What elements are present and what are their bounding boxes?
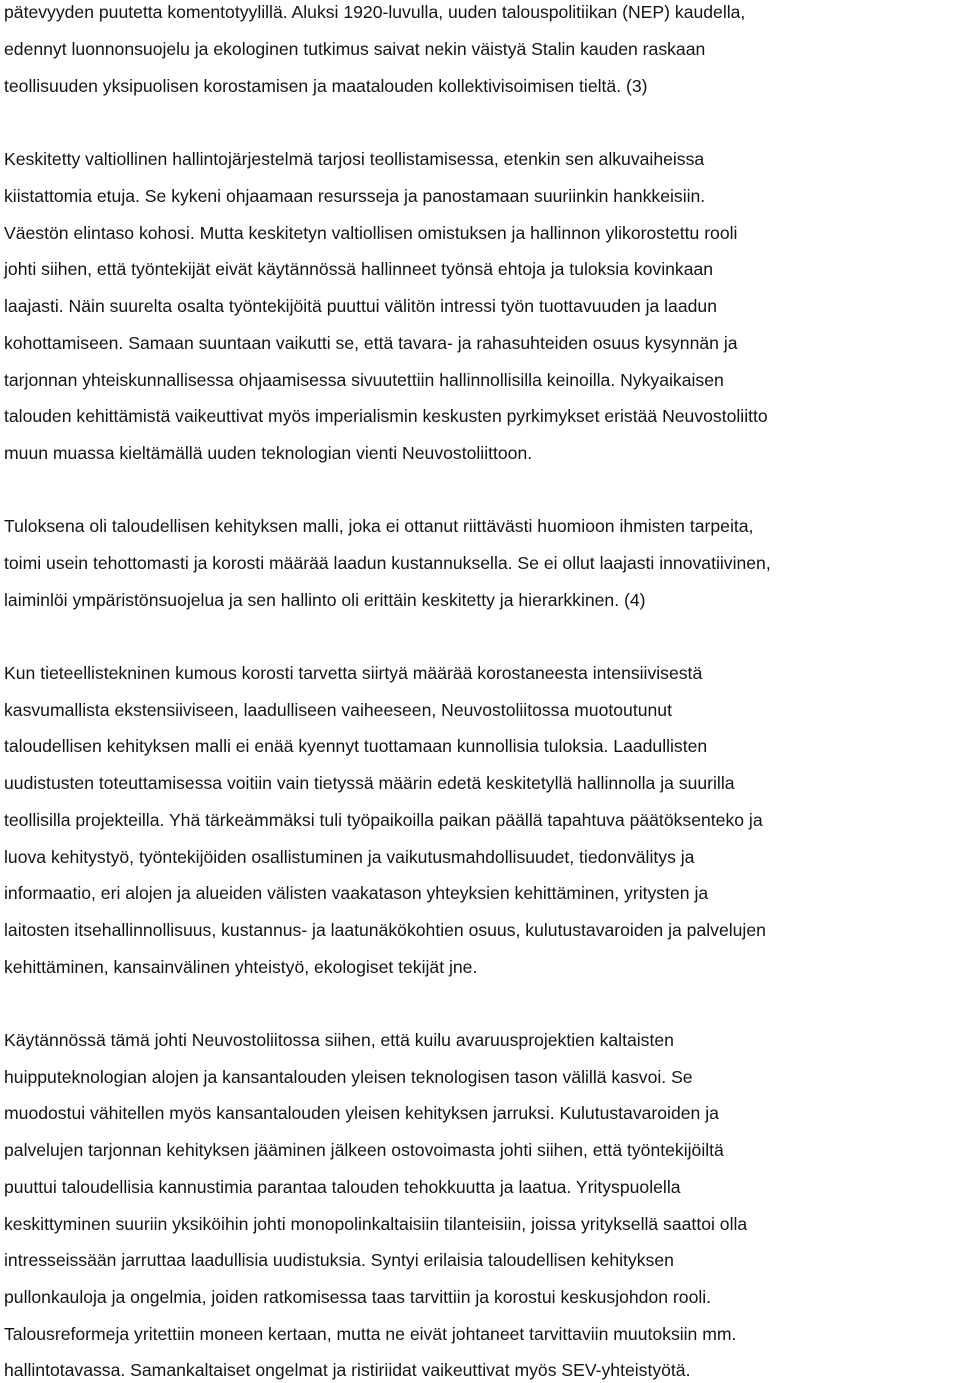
- text-line: intresseissään jarruttaa laadullisia uudistuksia. Syntyi erilaisia taloudellisen kehityksen: [4, 1250, 674, 1270]
- text-line: Tuloksena oli taloudellisen kehityksen malli, joka ei ottanut riittävästi huomioon ihmisten tarpeita,: [4, 516, 754, 536]
- text-line: puuttui taloudellisia kannustimia parantaa talouden tehokkuutta ja laatua. Yrityspuolella: [4, 1177, 681, 1197]
- text-line: teollisilla projekteilla. Yhä tärkeämmäksi tuli työpaikoilla paikan päällä tapahtuva päätöksenteko ja: [4, 810, 763, 830]
- text-line: Kun tieteellistekninen kumous korosti tarvetta siirtyä määrää korostaneesta intensiivisestä: [4, 663, 703, 683]
- text-line: talouden kehittämistä vaikeuttivat myös imperialismin keskusten pyrkimykset eristää Neuvostoliitto: [4, 406, 768, 426]
- text-line: muodostui vähitellen myös kansantalouden yleisen kehityksen jarruksi. Kulutustavaroiden ja: [4, 1103, 719, 1123]
- text-line: keskittyminen suuriin yksiköihin johti monopolinkaltaisiin tilanteisiin, joissa yrityksellä saattoi olla: [4, 1214, 748, 1234]
- text-line: laajasti. Näin suurelta osalta työntekijöitä puuttui välitön intressi työn tuottavuuden ja laadun: [4, 296, 717, 316]
- text-line: toimi usein tehottomasti ja korosti määrää laadun kustannuksella. Se ei ollut laajasti innovatiivinen,: [4, 553, 771, 573]
- text-line: Väestön elintaso kohosi. Mutta keskitetyn valtiollisen omistuksen ja hallinnon ylikorostettu rooli: [4, 223, 738, 243]
- text-line: pätevyyden puutetta komentotyylillä. Aluksi 1920-luvulla, uuden talouspolitiikan (NEP) kaudella,: [4, 2, 746, 22]
- text-line: tarjonnan yhteiskunnallisessa ohjaamisessa sivuutettiin hallinnollisilla keinoilla. Nykyaikaisen: [4, 370, 724, 390]
- text-line: taloudellisen kehityksen malli ei enää kyennyt tuottamaan kunnollisia tuloksia. Laadullisten: [4, 736, 708, 756]
- text-line: laitosten itsehallinnollisuus, kustannus- ja laatunäkökohtien osuus, kulutustavaroiden ja palvelujen: [4, 920, 766, 940]
- text-line: kehittäminen, kansainvälinen yhteistyö, ekologiset tekijät jne.: [4, 957, 478, 977]
- text-line: informaatio, eri alojen ja alueiden välisten vaakatason yhteyksien kehittäminen, yritysten ja: [4, 883, 709, 903]
- text-line: pullonkauloja ja ongelmia, joiden ratkomisessa taas tarvittiin ja korostui keskusjohdon rooli.: [4, 1287, 712, 1307]
- text-line: kiistattomia etuja. Se kykeni ohjaamaan resursseja ja panostamaan suuriinkin hankkeisiin.: [4, 186, 706, 206]
- text-line: Talousreformeja yritettiin moneen kertaan, mutta ne eivät johtaneet tarvittaviin muutoksiin mm.: [4, 1324, 737, 1344]
- text-line: Käytännössä tämä johti Neuvostoliitossa siihen, että kuilu avaruusprojektien kaltaisten: [4, 1030, 674, 1050]
- text-line: luova kehitystyö, työntekijöiden osallistuminen ja vaikutusmahdollisuudet, tiedonvälitys ja: [4, 847, 695, 867]
- text-line: hallintotavassa. Samankaltaiset ongelmat ja ristiriidat vaikeuttivat myös SEV-yhteistyötä.: [4, 1360, 691, 1380]
- text-line: Keskitetty valtiollinen hallintojärjestelmä tarjosi teollistamisessa, etenkin sen alkuvaiheissa: [4, 149, 705, 169]
- text-line: palvelujen tarjonnan kehityksen jääminen jälkeen ostovoimasta johti siihen, että työntekijöiltä: [4, 1140, 724, 1160]
- text-line: muun muassa kieltämällä uuden teknologian vienti Neuvostoliittoon.: [4, 443, 533, 463]
- text-line: kasvumallista ekstensiiviseen, laadulliseen vaiheeseen, Neuvostoliitossa muotoutunut: [4, 700, 672, 720]
- text-line: edennyt luonnonsuojelu ja ekologinen tutkimus saivat nekin väistyä Stalin kauden raskaan: [4, 39, 706, 59]
- text-line: teollisuuden yksipuolisen korostamisen ja maatalouden kollektivisoimisen tieltä. (3): [4, 76, 648, 96]
- text-line: laiminlöi ympäristönsuojelua ja sen hallinto oli erittäin keskitetty ja hierarkkinen. (4): [4, 590, 646, 610]
- text-line: huipputeknologian alojen ja kansantalouden yleisen teknologisen tason välillä kasvoi. Se: [4, 1067, 693, 1087]
- text-line: johti siihen, että työntekijät eivät käytännössä hallinneet työnsä ehtoja ja tuloksia kovinkaan: [4, 259, 714, 279]
- text-line: kohottamiseen. Samaan suuntaan vaikutti se, että tavara- ja rahasuhteiden osuus kysynnän ja: [4, 333, 738, 353]
- text-line: uudistusten toteuttamisessa voitiin vain tietyssä määrin edetä keskitetyllä hallinnolla ja suurilla: [4, 773, 735, 793]
